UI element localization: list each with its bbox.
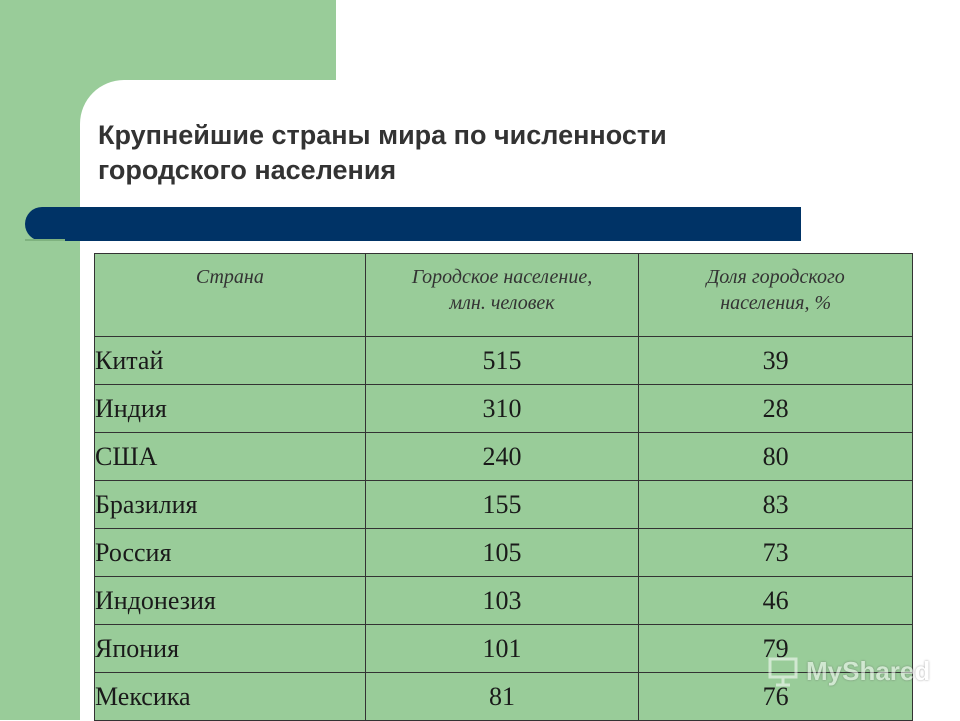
title-underline-bar <box>25 207 801 241</box>
header-urban-share: Доля городского населения, % <box>639 254 913 337</box>
cell-country: Россия <box>95 529 366 577</box>
header-country: Страна <box>95 254 366 337</box>
cell-country: Китай <box>95 337 366 385</box>
cell-urban-share: 83 <box>639 481 913 529</box>
cell-country: Индия <box>95 385 366 433</box>
myshared-watermark <box>766 654 930 688</box>
presentation-board-icon <box>766 654 800 688</box>
cell-urban-share: 73 <box>639 529 913 577</box>
table-header-row <box>95 254 913 337</box>
cell-urban-share: 46 <box>639 577 913 625</box>
cell-urban-share: 79 <box>639 625 913 673</box>
table-row <box>95 577 913 625</box>
cell-urban-population: 155 <box>365 481 639 529</box>
cell-country: Индонезия <box>95 577 366 625</box>
cell-country: Бразилия <box>95 481 366 529</box>
cell-urban-share: 80 <box>639 433 913 481</box>
cell-urban-share: 28 <box>639 385 913 433</box>
slide-title: Крупнейшие страны мира по численности городского населения <box>98 120 667 185</box>
cell-urban-population: 101 <box>365 625 639 673</box>
cell-country: США <box>95 433 366 481</box>
header-urban-population: Городское население, млн. человек <box>365 254 639 337</box>
watermark-text: MyShared <box>806 655 931 686</box>
cell-urban-population: 81 <box>365 673 639 721</box>
table-row <box>95 481 913 529</box>
cell-urban-population: 105 <box>365 529 639 577</box>
cell-urban-population: 103 <box>365 577 639 625</box>
cell-country: Япония <box>95 625 366 673</box>
cell-urban-share: 76 <box>639 673 913 721</box>
cell-urban-population: 515 <box>365 337 639 385</box>
bar-accent <box>25 239 65 241</box>
table-row <box>95 433 913 481</box>
cell-urban-population: 240 <box>365 433 639 481</box>
cell-urban-population: 310 <box>365 385 639 433</box>
urban-population-table <box>94 253 913 721</box>
table-row <box>95 337 913 385</box>
table-row <box>95 529 913 577</box>
cell-urban-share: 39 <box>639 337 913 385</box>
cell-country: Мексика <box>95 673 366 721</box>
table-row <box>95 385 913 433</box>
